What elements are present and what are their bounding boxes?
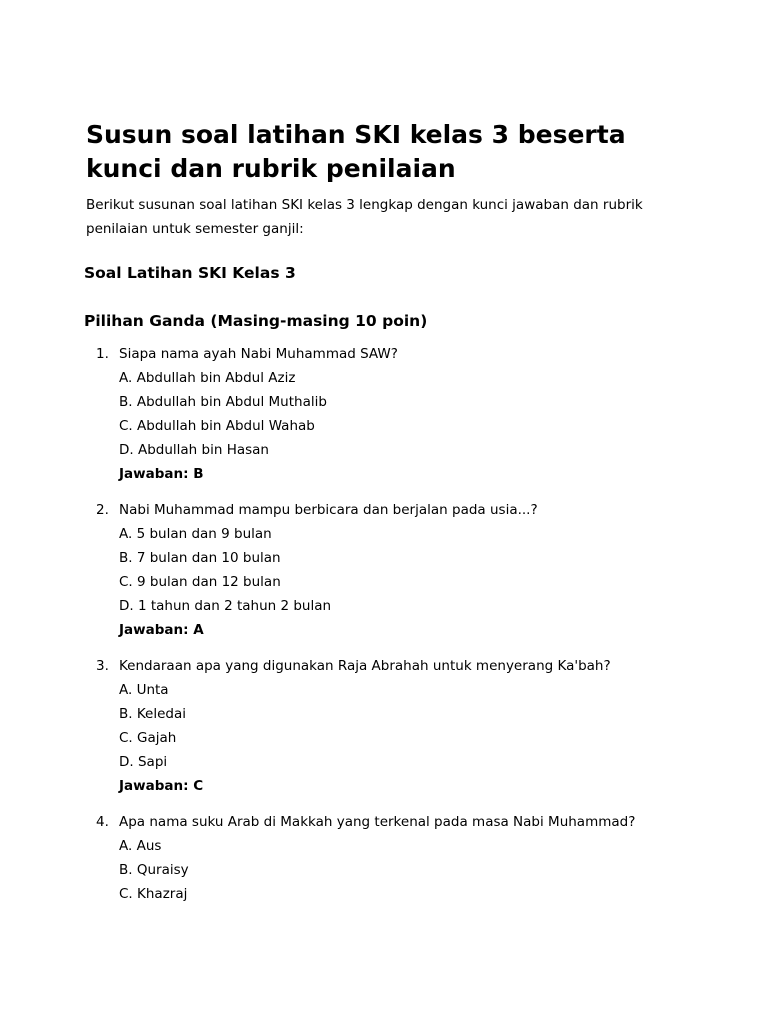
question-text: Apa nama suku Arab di Makkah yang terkenal pada masa Nabi Muhammad? xyxy=(119,814,636,830)
option-a: A. Abdullah bin Abdul Aziz xyxy=(119,370,296,386)
option-a: A. Aus xyxy=(119,838,162,854)
question-line xyxy=(86,342,686,366)
option-c: C. Gajah xyxy=(119,730,177,746)
intro-paragraph: Berikut susunan soal latihan SKI kelas 3 lengkap dengan kunci jawaban dan rubrik penilaian untuk semester ganjil: xyxy=(86,197,643,237)
question-line xyxy=(86,498,686,522)
answer-key: Jawaban: A xyxy=(119,622,204,638)
question-line xyxy=(86,810,686,834)
question-number: 3. xyxy=(96,658,109,674)
option-a: A. Unta xyxy=(119,682,169,698)
question-number: 4. xyxy=(96,814,109,830)
section-heading: Soal Latihan SKI Kelas 3 xyxy=(84,264,296,282)
option-b: B. 7 bulan dan 10 bulan xyxy=(119,550,281,566)
question-2 xyxy=(86,498,686,642)
option-d: D. Abdullah bin Hasan xyxy=(119,442,269,458)
question-number: 1. xyxy=(96,346,109,362)
option-b: B. Abdullah bin Abdul Muthalib xyxy=(119,394,327,410)
answer-key: Jawaban: C xyxy=(119,778,204,794)
document-title: Susun soal latihan SKI kelas 3 beserta kunci dan rubrik penilaian xyxy=(86,120,626,183)
question-text: Kendaraan apa yang digunakan Raja Abrahah untuk menyerang Ka'bah? xyxy=(119,658,611,674)
option-c: C. Khazraj xyxy=(119,886,188,902)
question-3 xyxy=(86,654,686,798)
option-a: A. 5 bulan dan 9 bulan xyxy=(119,526,272,542)
option-b: B. Keledai xyxy=(119,706,186,722)
option-d: D. Sapi xyxy=(119,754,168,770)
question-text: Nabi Muhammad mampu berbicara dan berjalan pada usia...? xyxy=(119,502,538,518)
subsection-heading: Pilihan Ganda (Masing-masing 10 poin) xyxy=(84,312,428,330)
question-1 xyxy=(86,342,686,486)
question-number: 2. xyxy=(96,502,109,518)
option-b: B. Quraisy xyxy=(119,862,189,878)
answer-key: Jawaban: B xyxy=(119,466,204,482)
question-text: Siapa nama ayah Nabi Muhammad SAW? xyxy=(119,346,398,362)
option-d: D. 1 tahun dan 2 tahun 2 bulan xyxy=(119,598,332,614)
question-4 xyxy=(86,810,686,906)
option-c: C. 9 bulan dan 12 bulan xyxy=(119,574,281,590)
question-line xyxy=(86,654,686,678)
option-c: C. Abdullah bin Abdul Wahab xyxy=(119,418,315,434)
